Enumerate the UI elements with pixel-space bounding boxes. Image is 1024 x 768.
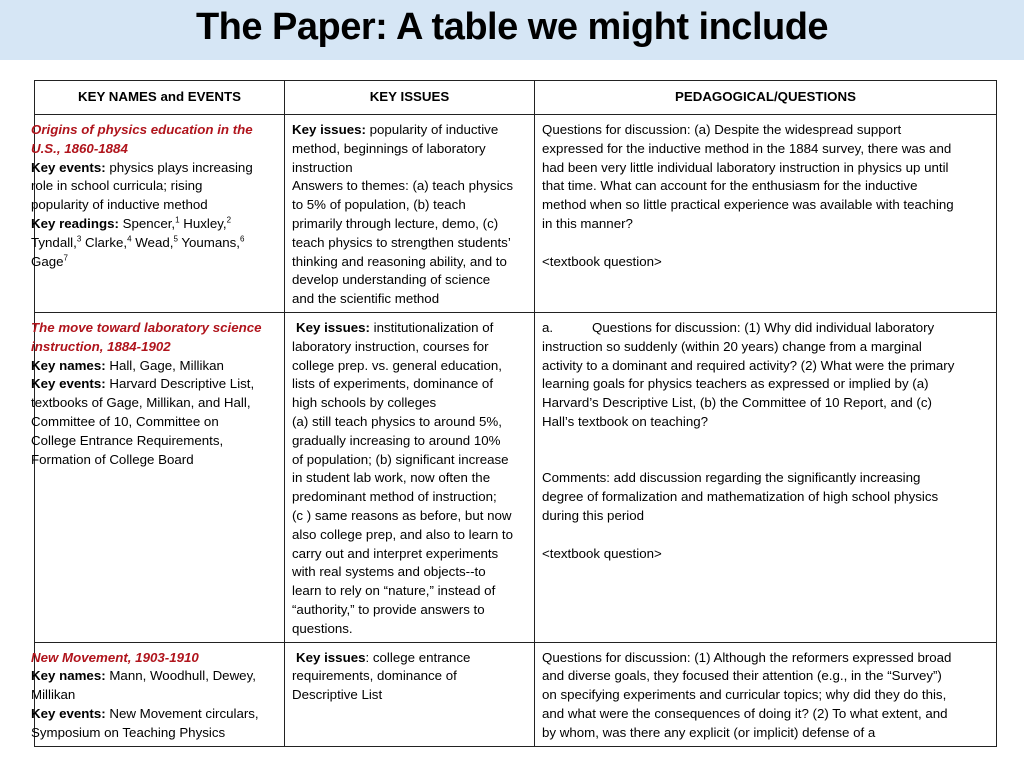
text-line: in student lab work, now often the xyxy=(292,470,491,486)
text-line: instruction so suddenly (within 20 years) change from a marginal xyxy=(542,338,922,354)
key-names-cell xyxy=(31,312,285,642)
list-item: College Entrance Requirements, xyxy=(31,432,224,448)
text-line: learn to rely on “nature,” instead of xyxy=(292,583,496,599)
history-table-container xyxy=(31,80,996,768)
reading-name: Spencer, xyxy=(118,215,176,231)
reading-name: Tyndall, xyxy=(31,234,77,250)
text-line: questions. xyxy=(292,620,353,636)
footnote-ref: 7 xyxy=(63,253,68,263)
text-line: and the scientific method xyxy=(292,291,440,307)
item-label: Key events: xyxy=(31,159,106,175)
reading-name: Wead, xyxy=(131,234,174,250)
item-label: Key readings: xyxy=(31,215,119,231)
text-line: Descriptive List xyxy=(292,687,383,703)
text-line: Comments: add discussion regarding the significantly increasing xyxy=(542,470,921,486)
text-line: learning goals for physics teachers as expressed or implied by (a) xyxy=(542,376,929,392)
text-line: gradually increasing to around 10% xyxy=(292,432,501,448)
text-line: (c ) same reasons as before, but now xyxy=(292,507,512,523)
key-names-cell xyxy=(31,642,285,746)
era-title: New Movement, 1903-1910 xyxy=(31,649,199,665)
text-line: laboratory instruction, courses for xyxy=(292,338,489,354)
issues-text: : college entrance xyxy=(365,649,471,665)
list-item: Formation of College Board xyxy=(31,451,194,467)
footnote-ref: 1 xyxy=(175,215,180,225)
reading-name: Gage xyxy=(31,253,64,269)
readings-line xyxy=(31,215,277,234)
header-key-names: KEY NAMES and EVENTS xyxy=(35,81,285,115)
text-line: that time. What can account for the enthusiasm for the inductive xyxy=(542,178,918,194)
text-line: in this manner? xyxy=(542,215,633,231)
header-row xyxy=(35,81,997,115)
text-line: expressed for the inductive method in the 1884 survey, there was and xyxy=(542,140,952,156)
list-item xyxy=(31,357,277,376)
pedagogical-cell xyxy=(535,642,997,746)
text-line: method, beginnings of laboratory xyxy=(292,140,486,156)
text-line: teach physics to strengthen students’ xyxy=(292,234,511,250)
era-title: U.S., 1860-1884 xyxy=(31,140,128,156)
text-line xyxy=(542,319,989,338)
pedagogical-cell xyxy=(535,115,997,313)
item-label: Key events: xyxy=(31,376,106,392)
pedagogical-cell xyxy=(535,312,997,642)
text-line: on specifying experiments and curricular topics; why did they do this, xyxy=(542,687,947,703)
text-line: develop understanding of science xyxy=(292,272,491,288)
text-line: during this period xyxy=(542,507,645,523)
text-line: degree of formalization and mathematization of high school physics xyxy=(542,489,939,505)
item-label: Key names: xyxy=(31,357,106,373)
text-line: also college prep, and also to learn to xyxy=(292,526,514,542)
text-line: (a) still teach physics to around 5%, xyxy=(292,413,502,429)
item-label: Key names: xyxy=(31,668,106,684)
list-item: Millikan xyxy=(31,687,76,703)
text-line: lists of experiments, dominance of xyxy=(292,376,494,392)
spacer xyxy=(542,432,989,470)
header-pedagogical: PEDAGOGICAL/QUESTIONS xyxy=(535,81,997,115)
text-line: method when so little practical experience was available with teaching xyxy=(542,197,954,213)
text-line: Questions for discussion: (a) Despite the widespread support xyxy=(542,122,902,137)
text-line: primarily through lecture, demo, (c) xyxy=(292,215,499,231)
text-line: requirements, dominance of xyxy=(292,668,457,684)
item-text: Harvard Descriptive List, xyxy=(105,376,255,392)
footnote-ref: 6 xyxy=(240,234,245,244)
history-table xyxy=(31,80,997,747)
reading-name: Youmans, xyxy=(177,234,240,250)
issues-text: popularity of inductive xyxy=(365,122,499,137)
list-item: role in school curricula; rising xyxy=(31,178,203,194)
text-line: with real systems and objects--to xyxy=(292,564,486,580)
text-line: predominant method of instruction; xyxy=(292,489,497,505)
text-line: to 5% of population, (b) teach xyxy=(292,197,466,213)
list-marker: a. xyxy=(542,319,554,335)
text-line: thinking and reasoning ability, and to xyxy=(292,253,507,269)
list-item xyxy=(31,705,277,724)
text-line: college prep. vs. general education, xyxy=(292,357,502,373)
list-item xyxy=(31,667,277,686)
text-line xyxy=(292,319,527,338)
reading-name: Huxley, xyxy=(179,215,227,231)
issues-label: Key issues xyxy=(296,649,366,665)
text-line: instruction xyxy=(292,159,353,175)
key-issues-cell xyxy=(285,642,535,746)
textbook-question: <textbook question> xyxy=(542,253,662,269)
footnote-ref: 3 xyxy=(76,234,82,244)
text-line: had been very little individual laboratory instruction in physics up until xyxy=(542,159,949,175)
issues-label: Key issues: xyxy=(296,319,370,335)
text-line: high schools by colleges xyxy=(292,395,437,411)
table-row xyxy=(35,115,997,313)
text-line: Hall’s textbook on teaching? xyxy=(542,413,709,429)
text-line: and what were the consequences of doing it? (2) To what extent, and xyxy=(542,705,948,721)
question-text: Questions for discussion: (1) Why did individual laboratory xyxy=(592,319,935,335)
key-names-cell xyxy=(31,115,285,313)
slide-title: The Paper: A table we might include xyxy=(195,6,829,48)
key-issues-cell xyxy=(285,312,535,642)
text-line: activity to a dominant and required activity? (2) What were the primary xyxy=(542,357,955,373)
list-item: textbooks of Gage, Millikan, and Hall, xyxy=(31,395,251,411)
text-line: Questions for discussion: (1) Although the reformers expressed broad xyxy=(542,649,952,665)
item-text: Hall, Gage, Millikan xyxy=(105,357,224,373)
readings-line xyxy=(31,253,277,272)
item-label: Key events: xyxy=(31,705,106,721)
spacer xyxy=(542,526,989,545)
footnote-ref: 4 xyxy=(127,234,132,244)
text-line xyxy=(292,649,527,668)
textbook-question: <textbook question> xyxy=(542,545,662,561)
list-item xyxy=(31,375,277,394)
key-issues-cell xyxy=(285,115,535,313)
text-line: “authority,” to provide answers to xyxy=(292,601,485,617)
table-row xyxy=(35,312,997,642)
item-text: New Movement circulars, xyxy=(105,705,259,721)
item-text: physics plays increasing xyxy=(105,159,253,175)
header-key-issues: KEY ISSUES xyxy=(285,81,535,115)
readings-line xyxy=(31,234,277,253)
table-row xyxy=(35,642,997,746)
text-line: carry out and interpret experiments xyxy=(292,545,499,561)
issues-label: Key issues: xyxy=(292,122,366,137)
reading-name: Clarke, xyxy=(81,234,128,250)
item-text: Mann, Woodhull, Dewey, xyxy=(105,668,256,684)
text-line: by whom, was there any explicit (or implicit) defense of a xyxy=(542,724,876,740)
text-line: Answers to themes: (a) teach physics xyxy=(292,178,513,194)
footnote-ref: 2 xyxy=(226,215,232,225)
text-line xyxy=(292,121,527,140)
text-line: Harvard’s Descriptive List, (b) the Committee of 10 Report, and (c) xyxy=(542,395,932,411)
text-line: and diverse goals, they focused their attention (e.g., in the “Survey”) xyxy=(542,668,942,684)
era-title: instruction, 1884-1902 xyxy=(31,338,171,354)
list-item: Committee of 10, Committee on xyxy=(31,413,219,429)
list-item xyxy=(31,159,277,178)
list-item: Symposium on Teaching Physics xyxy=(31,724,226,740)
era-title: Origins of physics education in the xyxy=(31,122,253,137)
list-item: popularity of inductive method xyxy=(31,197,208,213)
issues-text: institutionalization of xyxy=(369,319,494,335)
era-title: The move toward laboratory science xyxy=(31,319,262,335)
footnote-ref: 5 xyxy=(173,234,178,244)
text-line: of population; (b) significant increase xyxy=(292,451,509,467)
spacer xyxy=(542,234,989,253)
